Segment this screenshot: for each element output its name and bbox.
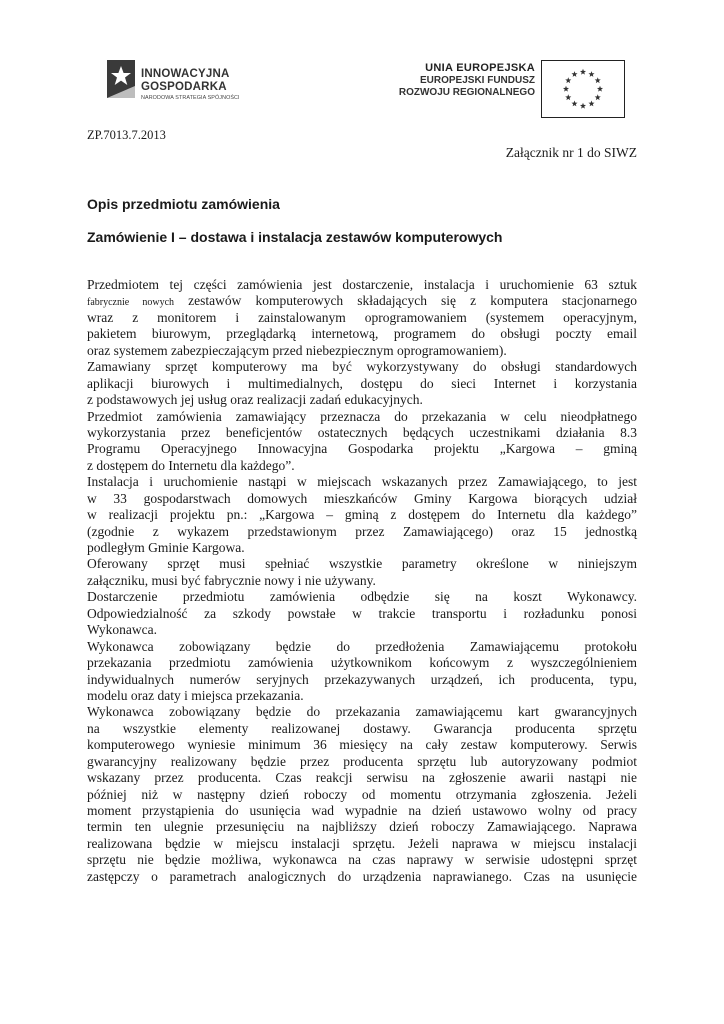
logo-left-line3: NARODOWA STRATEGIA SPÓJNOŚCI <box>141 95 240 101</box>
body-line: Dostarczenie przedmiotu zamówienia odbędzie się na koszt Wykonawcy. <box>87 589 637 605</box>
body-line: Programu Operacyjnego Innowacyjna Gospodarka projektu „Kargowa – gminą <box>87 441 637 457</box>
body-line-text: zestawów komputerowych składających się z komputera stacjonarnego <box>174 293 637 309</box>
document-body <box>87 277 637 885</box>
body-line: moment przystąpienia do usunięcia wad wypadnie na dzień ustawowo wolny od pracy <box>87 803 637 818</box>
logo-right-line2: EUROPEJSKI FUNDUSZ <box>419 75 535 86</box>
body-line: w 33 gospodarstwach domowych mieszkańców Gminy Kargowa biorących udział <box>87 490 637 506</box>
body-line: Zamawiany sprzęt komputerowy ma być wykorzystywany do obsługi standardowych <box>87 359 637 375</box>
body-line: Wykonawca zobowiązany będzie do przedłożenia Zamawiającemu protokołu <box>87 638 637 654</box>
body-line: wykorzystania przez beneficjentów ostatecznych będących uczestnikami działania 8.3 <box>87 424 637 440</box>
logo-left-line1: INNOWACYJNA <box>141 68 230 80</box>
body-line: komputerowego wyniesie minimum 36 miesięcy na cały zestaw komputerowy. Serwis <box>87 737 637 753</box>
body-line: wraz z monitorem i zainstalowanym oprogramowaniem (systemem operacyjnym, <box>87 309 637 325</box>
eu-flag-icon <box>541 60 625 118</box>
body-line: Oferowany sprzęt musi spełniać wszystkie parametry określone w niniejszym <box>87 556 637 572</box>
body-line <box>87 293 637 309</box>
body-line: załączniku, musi być fabrycznie nowy i nie używany. <box>87 572 376 588</box>
body-line-small-text: fabrycznie nowych <box>87 297 175 309</box>
logo-left-line2: GOSPODARKA <box>141 81 227 93</box>
body-line: podległym Gminie Kargowa. <box>87 540 245 555</box>
body-line: w realizacji projektu pn.: „Kargowa – gminą z dostępem do Internetu dla każdego” <box>87 507 637 523</box>
eu-fund-logo <box>398 60 625 120</box>
body-line: z podstawowych jej usług oraz realizacji zadań edukacyjnych. <box>87 392 423 408</box>
body-line: później niż w następny dzień roboczy od momentu otrzymania zgłoszenia. Jeżeli <box>87 786 637 802</box>
body-line: wskazany przez producenta. Czas reakcji serwisu na zgłoszenie awarii nastąpi nie <box>87 770 637 786</box>
body-line: indywidualnych numerów seryjnych przekazywanych urządzeń, ich producenta, typu, <box>87 671 637 687</box>
body-line: na wszystkie elementy realizowanej dostawy. Gwarancja producenta sprzętu <box>87 720 637 736</box>
logo-right-line1: UNIA EUROPEJSKA <box>425 62 535 74</box>
body-line: Wykonawca. <box>87 622 158 638</box>
body-line: Wykonawca zobowiązany będzie do przekazania zamawiającemu kart gwarancyjnych <box>87 704 637 720</box>
body-line: oraz systemem zabezpieczającym przed niebezpiecznym oprogramowaniem). <box>87 342 507 358</box>
reference-number: ZP.7013.7.2013 <box>87 128 166 142</box>
body-line: Przedmiotem tej części zamówienia jest dostarczenie, instalacja i uruchomienie 63 sztuk <box>87 277 637 292</box>
body-line: przekazania przedmiotu zamówienia użytkownikom końcowym z wyszczególnieniem <box>87 655 637 671</box>
body-line: termin ten ulegnie przesunięciu na najbliższy dzień roboczy Zamawiającego. Naprawa <box>87 819 637 835</box>
body-line: realizowana będzie w miejscu instalacji sprzętu. Jeżeli naprawa w miejscu instalacji <box>87 835 637 851</box>
innowacyjna-gospodarka-logo <box>105 58 245 104</box>
logo-right-line3: ROZWOJU REGIONALNEGO <box>398 87 535 98</box>
body-line: aplikacji biurowych i multimedialnych, dostępu do sieci Internet i korzystania <box>87 375 637 391</box>
body-line: pakietem biurowym, przeglądarką internetową, programem do obsługi poczty email <box>87 326 637 342</box>
annex-label: Załącznik nr 1 do SIWZ <box>505 145 637 160</box>
body-line: zastępczy o parametrach analogicznych do urządzenia naprawianego. Czas na usunięcie <box>87 868 637 884</box>
body-line: Przedmiot zamówienia zamawiający przeznacza do przekazania w celu nieodpłatnego <box>87 408 637 424</box>
body-line: z dostępem do Internetu dla każdego”. <box>87 457 295 473</box>
body-line: (zgodnie z wykazem przedstawionym przez Zamawiającego) oraz 15 jednostką <box>87 523 637 539</box>
subsection-heading: Zamówienie I – dostawa i instalacja zestawów komputerowych <box>87 229 503 245</box>
body-line: sprzętu nie będzie możliwa, wykonawca na czas naprawy w serwisie udostępni sprzęt <box>87 852 637 868</box>
innowacyjna-gospodarka-emblem-icon <box>105 58 137 100</box>
body-line: Odpowiedzialność za szkody powstałe w trakcie transportu i rozładunku ponosi <box>87 605 637 621</box>
body-line: gwarancyjny realizowany będzie przez producenta sprzętu lub autoryzowany podmiot <box>87 753 637 769</box>
section-heading: Opis przedmiotu zamówienia <box>87 196 280 212</box>
body-line: modelu oraz daty i miejsca przekazania. <box>87 687 304 703</box>
eu-fund-text <box>399 62 535 98</box>
body-line: Instalacja i uruchomienie nastąpi w miejscach wskazanych przez Zamawiającego, to jest <box>87 474 637 490</box>
